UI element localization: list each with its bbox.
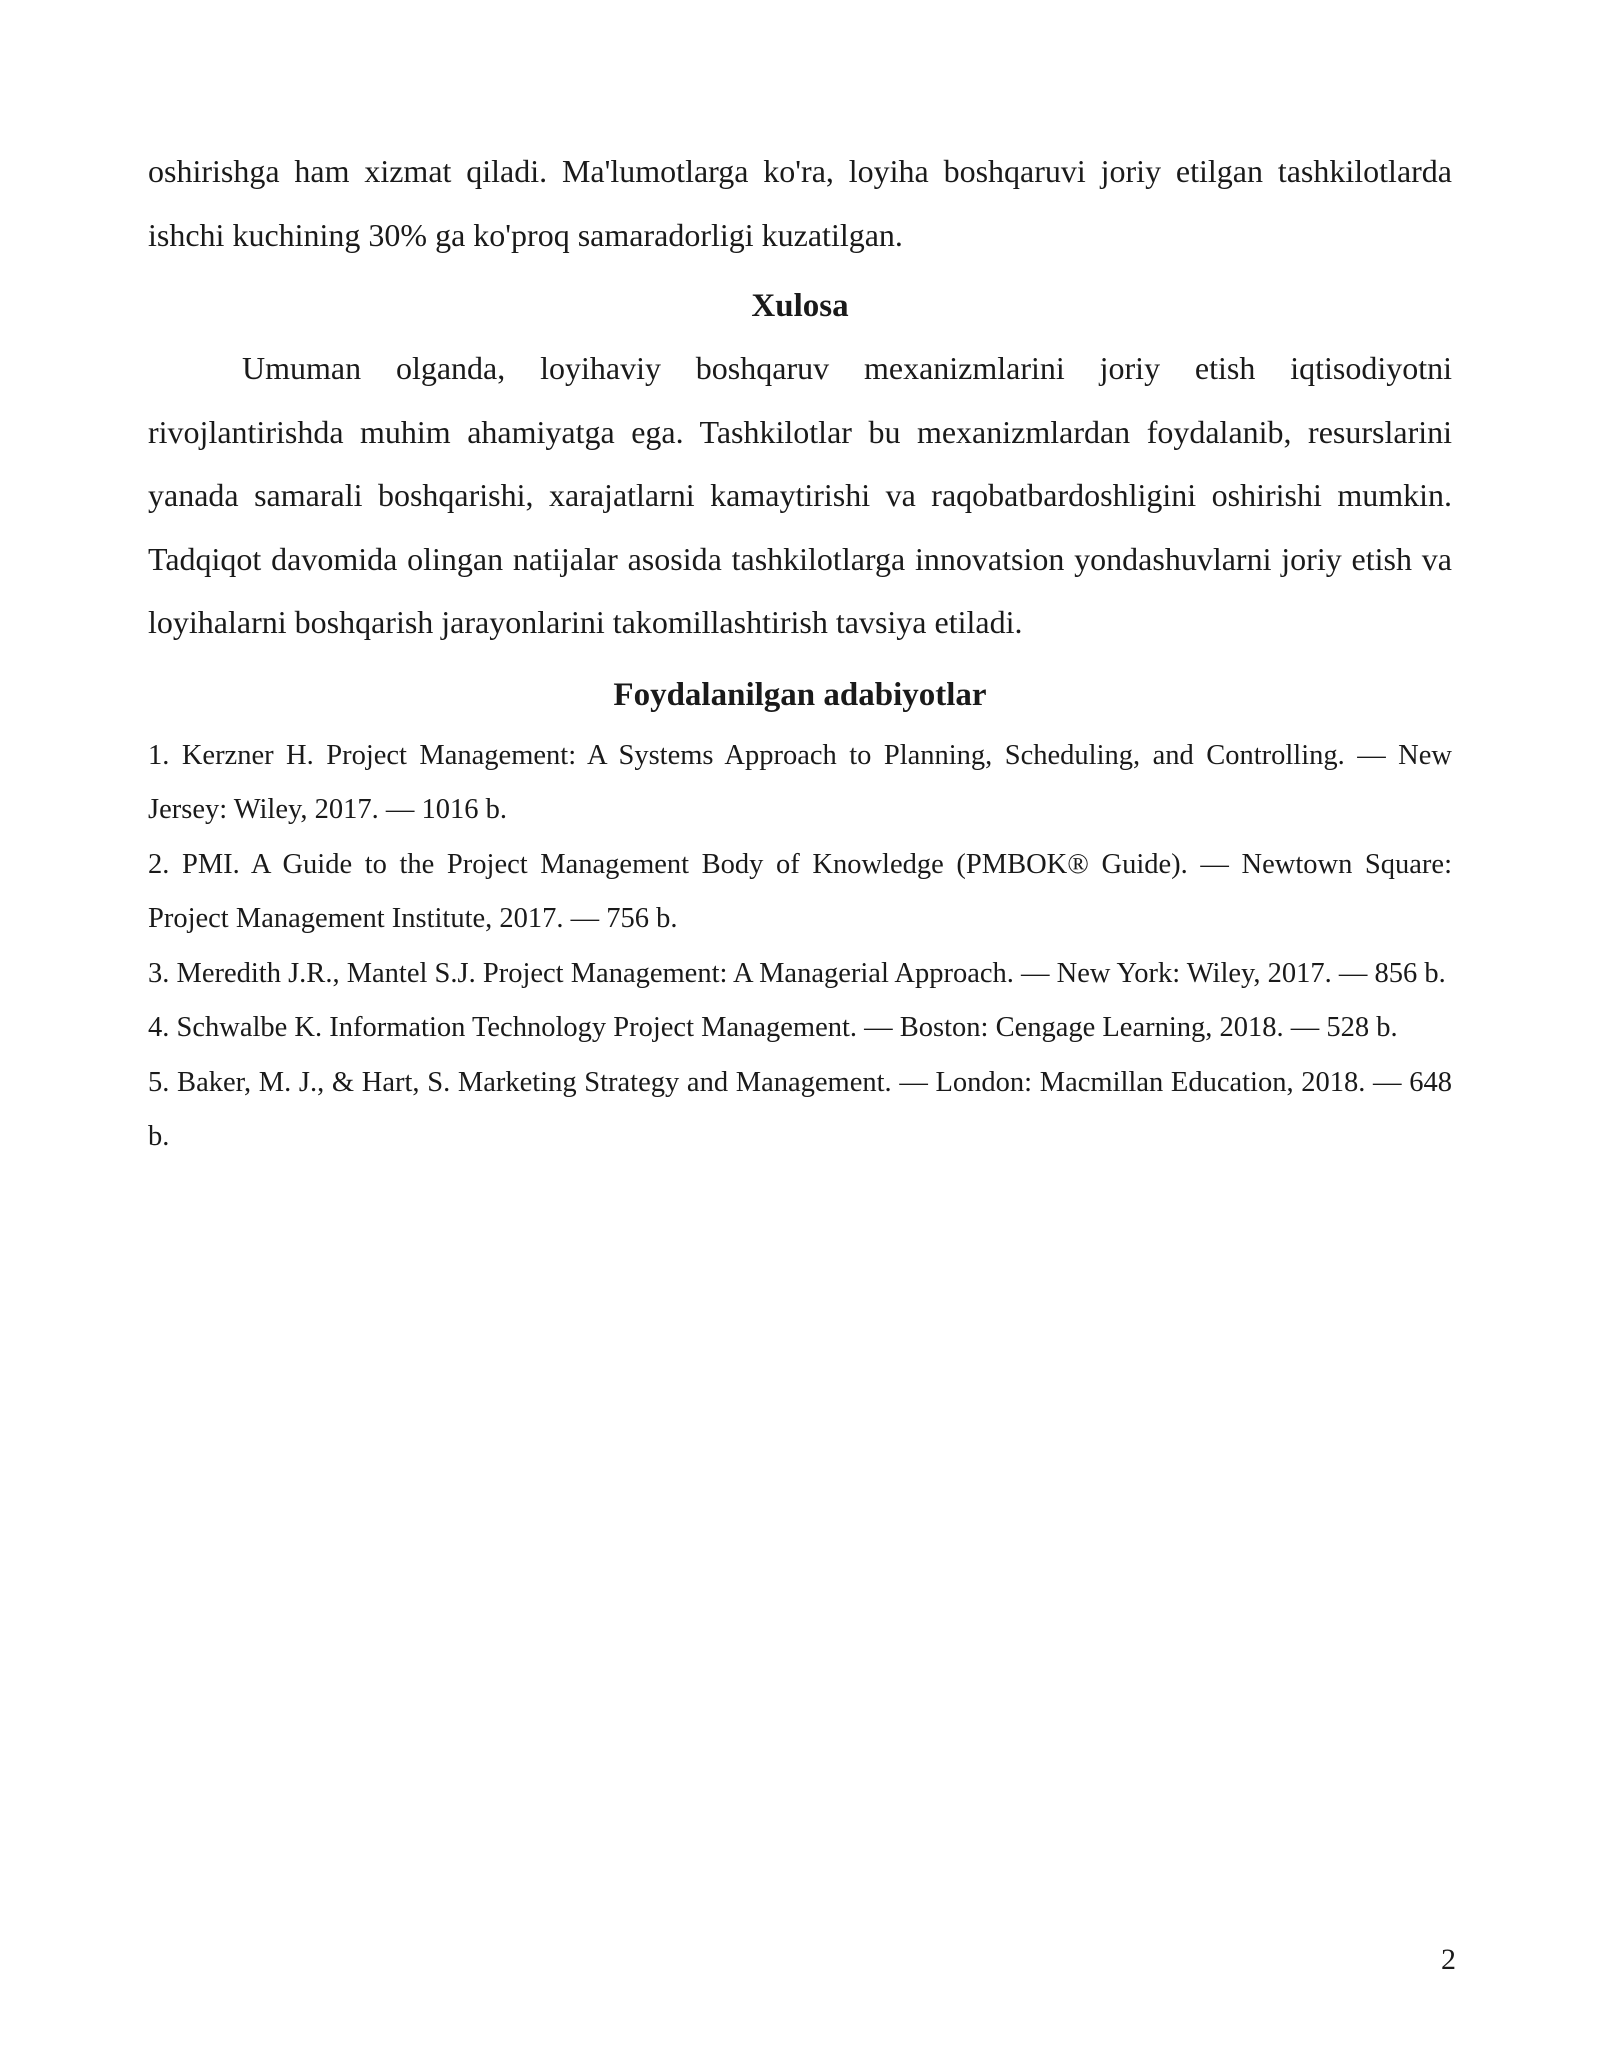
reference-item: 2. PMI. A Guide to the Project Management Body of Knowledge (PMBOK® Guide). — Newtown Square: Project Management Institute, 2017. — 756 b. xyxy=(148,848,1452,934)
references-heading: Foydalanilgan adabiyotlar xyxy=(613,676,987,713)
references-list xyxy=(148,729,1452,1165)
reference-item: 3. Meredith J.R., Mantel S.J. Project Management: A Managerial Approach. — New York: Wiley, 2017. — 856 b. xyxy=(148,957,1446,989)
reference-item: 5. Baker, M. J., & Hart, S. Marketing Strategy and Management. — London: Macmillan Education, 2018. — 648 b. xyxy=(148,1066,1452,1152)
reference-item: 4. Schwalbe K. Information Technology Project Management. — Boston: Cengage Learning, 2018. — 528 b. xyxy=(148,1012,1398,1043)
document-page xyxy=(148,140,1452,1165)
page-number: 2 xyxy=(1441,1943,1456,1976)
conclusion-heading: Xulosa xyxy=(751,288,849,324)
reference-item: 1. Kerzner H. Project Management: A Systems Approach to Planning, Scheduling, and Controlling. — New Jersey: Wiley, 2017. — 1016 b. xyxy=(148,739,1452,825)
intro-paragraph: oshirishga ham xizmat qiladi. Ma'lumotlarga ko'ra, loyiha boshqaruvi joriy etilgan tashkilotlarda ishchi kuchining 30% ga ko'proq samaradorligi kuzatilgan. xyxy=(148,153,1452,253)
conclusion-paragraph: Umuman olganda, loyihaviy boshqaruv mexanizmlarini joriy etish iqtisodiyotni rivojlantirishda muhim ahamiyatga ega. Tashkilotlar bu mexanizmlardan foydalanib, resurslarini yanada samarali boshqarishi, xarajatlarni kamaytirishi va raqobatbardoshligini oshirishi mumkin. Tadqiqot davomida olingan natijalar asosida tashkilotlarga innovatsion yondashuvlarni joriy etish va loyihalarni boshqarish jarayonlarini takomillashtirish tavsiya etiladi. xyxy=(148,350,1452,640)
